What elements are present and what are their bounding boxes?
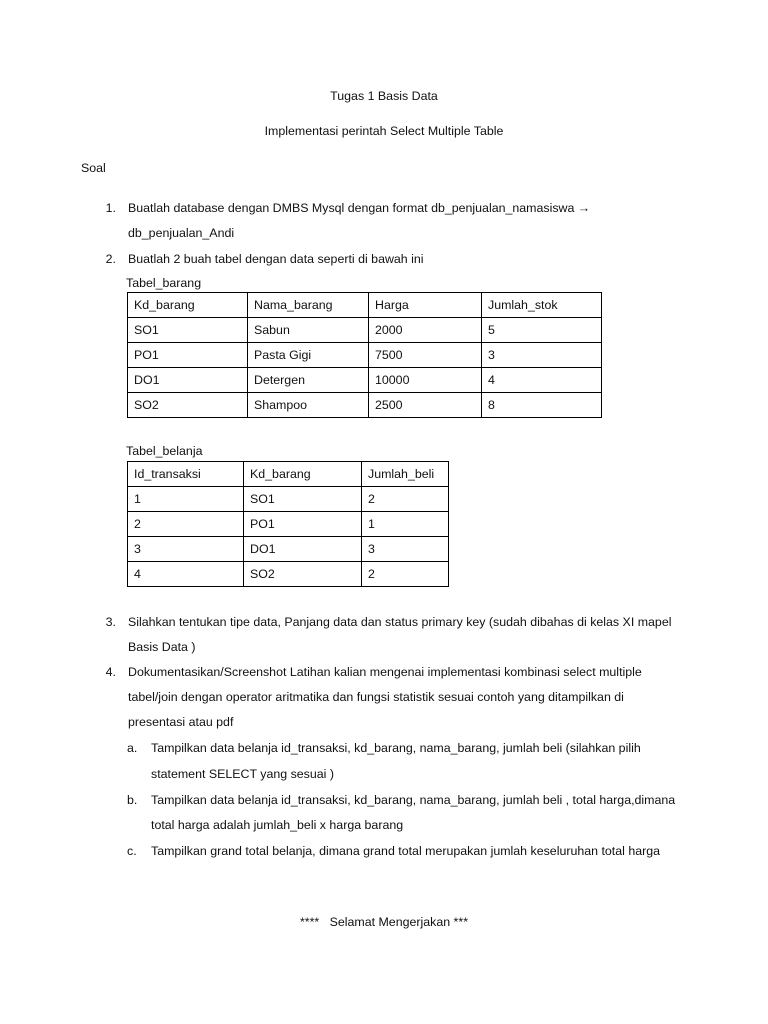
table-cell: Detergen	[248, 368, 369, 393]
subitem-text-line: Tampilkan data belanja id_transaksi, kd_barang, nama_barang, jumlah beli , total harga,dimana	[151, 793, 676, 807]
table-caption-belanja: Tabel_belanja	[126, 444, 203, 458]
table-cell: 3	[128, 537, 244, 562]
table-cell: SO1	[244, 487, 362, 512]
item-text-line: Basis Data )	[128, 640, 196, 654]
subitem-letter: a.	[127, 741, 138, 755]
table-cell: 2	[128, 512, 244, 537]
table-header-row	[128, 462, 449, 487]
item-text-line: Silahkan tentukan tipe data, Panjang data dan status primary key (sudah dibahas di kelas XI mapel	[128, 615, 672, 629]
table-cell: 5	[482, 318, 602, 343]
table-cell: 2	[362, 487, 449, 512]
table-row	[128, 537, 449, 562]
table-cell: PO1	[128, 343, 248, 368]
table-row	[128, 393, 602, 418]
item-number: 4.	[105, 665, 116, 679]
table-cell: 8	[482, 393, 602, 418]
table-cell: Sabun	[248, 318, 369, 343]
table-row	[128, 512, 449, 537]
table-row	[128, 368, 602, 393]
item-number: 3.	[105, 615, 116, 629]
item-text-line: db_penjualan_Andi	[128, 226, 235, 240]
table-cell: SO2	[244, 562, 362, 587]
table-belanja	[127, 461, 449, 587]
table-cell: 4	[128, 562, 244, 587]
item-text-line: tabel/join dengan operator aritmatika dan fungsi statistik sesuai contoh yang ditampilkan di	[128, 690, 624, 704]
table-cell: PO1	[244, 512, 362, 537]
table-cell: Pasta Gigi	[248, 343, 369, 368]
table-cell: 2500	[369, 393, 482, 418]
document-subtitle: Implementasi perintah Select Multiple Table	[264, 124, 504, 138]
table-cell: 4	[482, 368, 602, 393]
table-cell: 3	[362, 537, 449, 562]
section-label: Soal	[81, 161, 106, 175]
subitem-letter: c.	[127, 844, 137, 858]
table-cell: SO1	[128, 318, 248, 343]
subitem-text-line: Tampilkan data belanja id_transaksi, kd_barang, nama_barang, jumlah beli (silahkan pilih	[151, 741, 641, 755]
table-cell: 1	[128, 487, 244, 512]
item-text-line: presentasi atau pdf	[128, 715, 234, 729]
table-cell: 3	[482, 343, 602, 368]
table-cell: 10000	[369, 368, 482, 393]
closing-line: **** Selamat Mengerjakan ***	[299, 915, 469, 929]
item-text-line: Dokumentasikan/Screenshot Latihan kalian mengenai implementasi kombinasi select multiple	[128, 665, 642, 679]
column-header: Harga	[369, 293, 482, 318]
column-header: Jumlah_stok	[482, 293, 602, 318]
item-number: 2.	[105, 252, 116, 266]
subitem-letter: b.	[127, 793, 138, 807]
table-cell: 2	[362, 562, 449, 587]
table-cell: 2000	[369, 318, 482, 343]
column-header: Kd_barang	[244, 462, 362, 487]
item-text-line: Buatlah 2 buah tabel dengan data seperti di bawah ini	[128, 252, 424, 266]
subitem-text-line: Tampilkan grand total belanja, dimana grand total merupakan jumlah keseluruhan total harga	[151, 844, 661, 858]
table-row	[128, 487, 449, 512]
document-title: Tugas 1 Basis Data	[330, 89, 438, 103]
table-cell: SO2	[128, 393, 248, 418]
column-header: Jumlah_beli	[362, 462, 449, 487]
table-caption-barang: Tabel_barang	[126, 276, 202, 290]
column-header: Kd_barang	[128, 293, 248, 318]
table-cell: 1	[362, 512, 449, 537]
table-cell: 7500	[369, 343, 482, 368]
table-cell: DO1	[244, 537, 362, 562]
column-header: Nama_barang	[248, 293, 369, 318]
subitem-text-line: total harga adalah jumlah_beli x harga barang	[151, 818, 404, 832]
subitem-text-line: statement SELECT yang sesuai )	[151, 767, 334, 781]
table-row	[128, 562, 449, 587]
table-header-row	[128, 293, 602, 318]
column-header: Id_transaksi	[128, 462, 244, 487]
item-number: 1.	[105, 201, 116, 215]
table-cell: DO1	[128, 368, 248, 393]
table-barang	[127, 292, 602, 418]
table-row	[128, 318, 602, 343]
table-row	[128, 343, 602, 368]
item-text-line: Buatlah database dengan DMBS Mysql dengan format db_penjualan_namasiswa →	[128, 201, 591, 215]
table-cell: Shampoo	[248, 393, 369, 418]
